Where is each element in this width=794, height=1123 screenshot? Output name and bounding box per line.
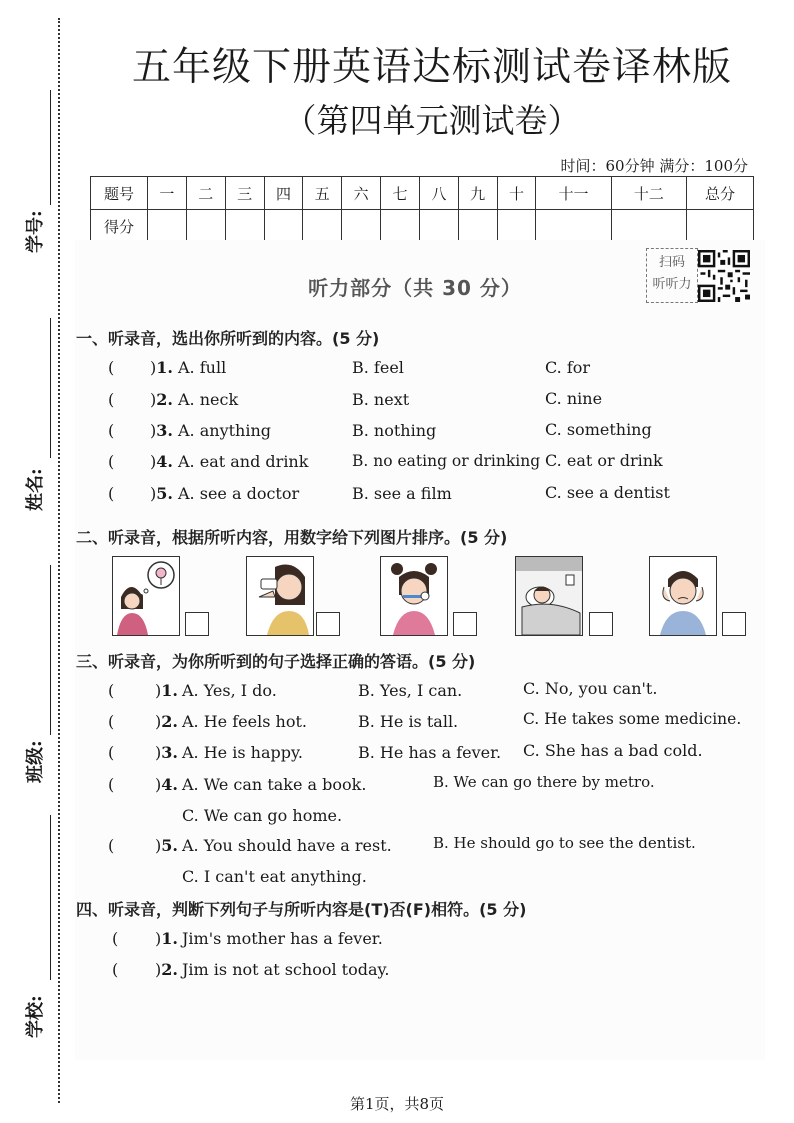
- qr-label-box: [646, 248, 698, 303]
- answer-close: )3.: [155, 743, 178, 762]
- student-number-line: [50, 90, 51, 205]
- option-a: A. full: [178, 358, 227, 377]
- option-c: C. see a dentist: [545, 483, 670, 502]
- section-3-heading: 三、听录音，为你所听到的句子选择正确的答语。(5 分): [76, 652, 476, 671]
- statement-text: Jim's mother has a fever.: [182, 929, 383, 948]
- listening-title: 听力部分（共 30 分）: [308, 276, 522, 300]
- school-line: [50, 815, 51, 980]
- score-cell[interactable]: [186, 210, 225, 243]
- score-cell[interactable]: [264, 210, 303, 243]
- statement-text: Jim is not at school today.: [182, 960, 390, 979]
- option-b: B. He should go to see the dentist.: [433, 834, 696, 852]
- table-header-cell: 十一: [536, 177, 611, 210]
- question-number: 1.: [161, 929, 178, 948]
- option-c: C. I can't eat anything.: [182, 867, 367, 886]
- answer-paren[interactable]: (: [108, 775, 115, 794]
- section-1-heading: 一、听录音，选出你所听到的内容。(5 分): [76, 329, 380, 348]
- option-a: A. He is happy.: [182, 743, 303, 762]
- score-cell[interactable]: [458, 210, 497, 243]
- option-a: A. eat and drink: [178, 452, 309, 471]
- answer-close: )1.: [155, 929, 178, 948]
- section-2-heading: 二、听录音，根据所听内容，用数字给下列图片排序。(5 分): [76, 528, 508, 547]
- option-b: B. Yes, I can.: [358, 681, 463, 700]
- answer-paren[interactable]: (: [108, 358, 115, 377]
- picture-girl-drinking: [246, 556, 314, 636]
- class-field[interactable]: [14, 565, 54, 783]
- time-info: 时间：60分钟 满分：100分: [560, 157, 748, 175]
- table-header-cell: 五: [303, 177, 342, 210]
- answer-paren[interactable]: (: [108, 836, 115, 855]
- option-b: B. no eating or drinking: [352, 452, 541, 470]
- name-label: 姓名:: [25, 468, 46, 511]
- option-b: B. feel: [352, 358, 404, 377]
- section-4-heading: 四、听录音，判断下列句子与所听内容是(T)否(F)相符。(5 分): [76, 900, 527, 919]
- table-header-cell: 十二: [611, 177, 686, 210]
- picture-5-answer-box[interactable]: [722, 612, 746, 636]
- picture-girl-brushing-teeth: [380, 556, 448, 636]
- answer-paren[interactable]: (: [108, 681, 115, 700]
- answer-paren[interactable]: (: [108, 484, 115, 503]
- answer-close: )2.: [155, 960, 178, 979]
- score-cell[interactable]: [148, 210, 187, 243]
- question-number: 3.: [161, 743, 178, 762]
- table-header-cell: 四: [264, 177, 303, 210]
- answer-paren[interactable]: (: [112, 929, 119, 948]
- score-table: [90, 176, 754, 243]
- option-c: C. No, you can't.: [523, 679, 658, 698]
- school-field[interactable]: [14, 815, 54, 1038]
- score-cell[interactable]: [381, 210, 420, 243]
- cut-line: [58, 18, 60, 1103]
- picture-2-answer-box[interactable]: [316, 612, 340, 636]
- option-b: B. He has a fever.: [358, 743, 502, 762]
- answer-close: )1.: [155, 681, 178, 700]
- question-number: 2.: [161, 712, 178, 731]
- question-number: 2.: [156, 390, 173, 409]
- score-row-label: 得分: [91, 210, 148, 243]
- score-table-header-row: [91, 177, 754, 210]
- option-b: B. We can go there by metro.: [433, 773, 655, 791]
- question-number: 1.: [161, 681, 178, 700]
- score-cell[interactable]: [536, 210, 611, 243]
- option-a: A. He feels hot.: [182, 712, 307, 731]
- option-a: A. anything: [178, 421, 272, 440]
- class-label: 班级:: [25, 740, 46, 783]
- table-header-cell: 六: [342, 177, 381, 210]
- question-number: 3.: [156, 421, 173, 440]
- answer-paren[interactable]: (: [108, 743, 115, 762]
- page-subtitle: （第四单元测试卷）: [283, 101, 581, 140]
- option-c: C. eat or drink: [545, 451, 663, 470]
- score-cell[interactable]: [342, 210, 381, 243]
- name-line: [50, 318, 51, 458]
- answer-close: )4.: [155, 775, 178, 794]
- name-field[interactable]: [14, 318, 54, 518]
- answer-close: )5.: [150, 484, 173, 503]
- option-a: A. Yes, I do.: [182, 681, 277, 700]
- option-c: C. We can go home.: [182, 806, 343, 825]
- option-b: B. nothing: [352, 421, 437, 440]
- option-a: A. see a doctor: [178, 484, 300, 503]
- picture-girl-thinking-lollipop: [112, 556, 180, 636]
- table-header-cell: 三: [225, 177, 264, 210]
- table-header-cell: 九: [458, 177, 497, 210]
- table-header-cell: 十: [497, 177, 536, 210]
- question-number: 2.: [161, 960, 178, 979]
- table-header-cell: 题号: [91, 177, 148, 210]
- score-cell[interactable]: [225, 210, 264, 243]
- question-number: 4.: [156, 452, 173, 471]
- option-b: B. next: [352, 390, 410, 409]
- answer-close: )3.: [150, 421, 173, 440]
- qr-label-scan: 扫码: [658, 255, 685, 270]
- picture-boy-sick-in-bed: [515, 556, 583, 636]
- option-a: A. You should have a rest.: [182, 836, 392, 855]
- score-cell[interactable]: [611, 210, 686, 243]
- option-c: C. She has a bad cold.: [523, 741, 703, 760]
- answer-close: )2.: [150, 390, 173, 409]
- answer-close: )5.: [155, 836, 178, 855]
- score-cell[interactable]: [419, 210, 458, 243]
- picture-1-answer-box[interactable]: [185, 612, 209, 636]
- answer-paren[interactable]: (: [108, 390, 115, 409]
- option-c: C. nine: [545, 389, 603, 408]
- score-cell[interactable]: [303, 210, 342, 243]
- binding-margin: [0, 0, 70, 1123]
- question-number: 5.: [156, 484, 173, 503]
- answer-close: )4.: [150, 452, 173, 471]
- answer-paren[interactable]: (: [112, 960, 119, 979]
- answer-close: )1.: [150, 358, 173, 377]
- class-line: [50, 565, 51, 735]
- table-header-cell: 八: [419, 177, 458, 210]
- table-header-cell: 二: [186, 177, 225, 210]
- option-a: A. neck: [178, 390, 239, 409]
- qr-label-listen: 听听力: [652, 277, 692, 292]
- score-cell[interactable]: [687, 210, 754, 243]
- answer-paren[interactable]: (: [108, 452, 115, 471]
- student-number-field[interactable]: [14, 90, 54, 260]
- answer-paren[interactable]: (: [108, 712, 115, 731]
- page-title: 五年级下册英语达标测试卷译林版: [131, 45, 732, 90]
- student-number-label: 学号:: [25, 210, 46, 253]
- table-header-cell: 一: [148, 177, 187, 210]
- option-b: B. He is tall.: [358, 712, 459, 731]
- picture-3-answer-box[interactable]: [453, 612, 477, 636]
- picture-4-answer-box[interactable]: [589, 612, 613, 636]
- answer-paren[interactable]: (: [108, 421, 115, 440]
- option-a: A. We can take a book.: [182, 775, 367, 794]
- school-label: 学校:: [25, 995, 46, 1038]
- question-number: 5.: [161, 836, 178, 855]
- table-header-cell: 七: [381, 177, 420, 210]
- qr-code-icon[interactable]: [698, 250, 750, 302]
- option-b: B. see a film: [352, 484, 452, 503]
- option-c: C. He takes some medicine.: [523, 710, 742, 728]
- score-cell[interactable]: [497, 210, 536, 243]
- picture-boy-headache: [649, 556, 717, 636]
- question-number: 1.: [156, 358, 173, 377]
- option-c: C. for: [545, 358, 591, 377]
- question-number: 4.: [161, 775, 178, 794]
- page-footer: 第1页，共8页: [349, 1095, 445, 1113]
- option-c: C. something: [545, 420, 652, 439]
- score-table-score-row: [91, 210, 754, 243]
- table-header-cell: 总分: [687, 177, 754, 210]
- answer-close: )2.: [155, 712, 178, 731]
